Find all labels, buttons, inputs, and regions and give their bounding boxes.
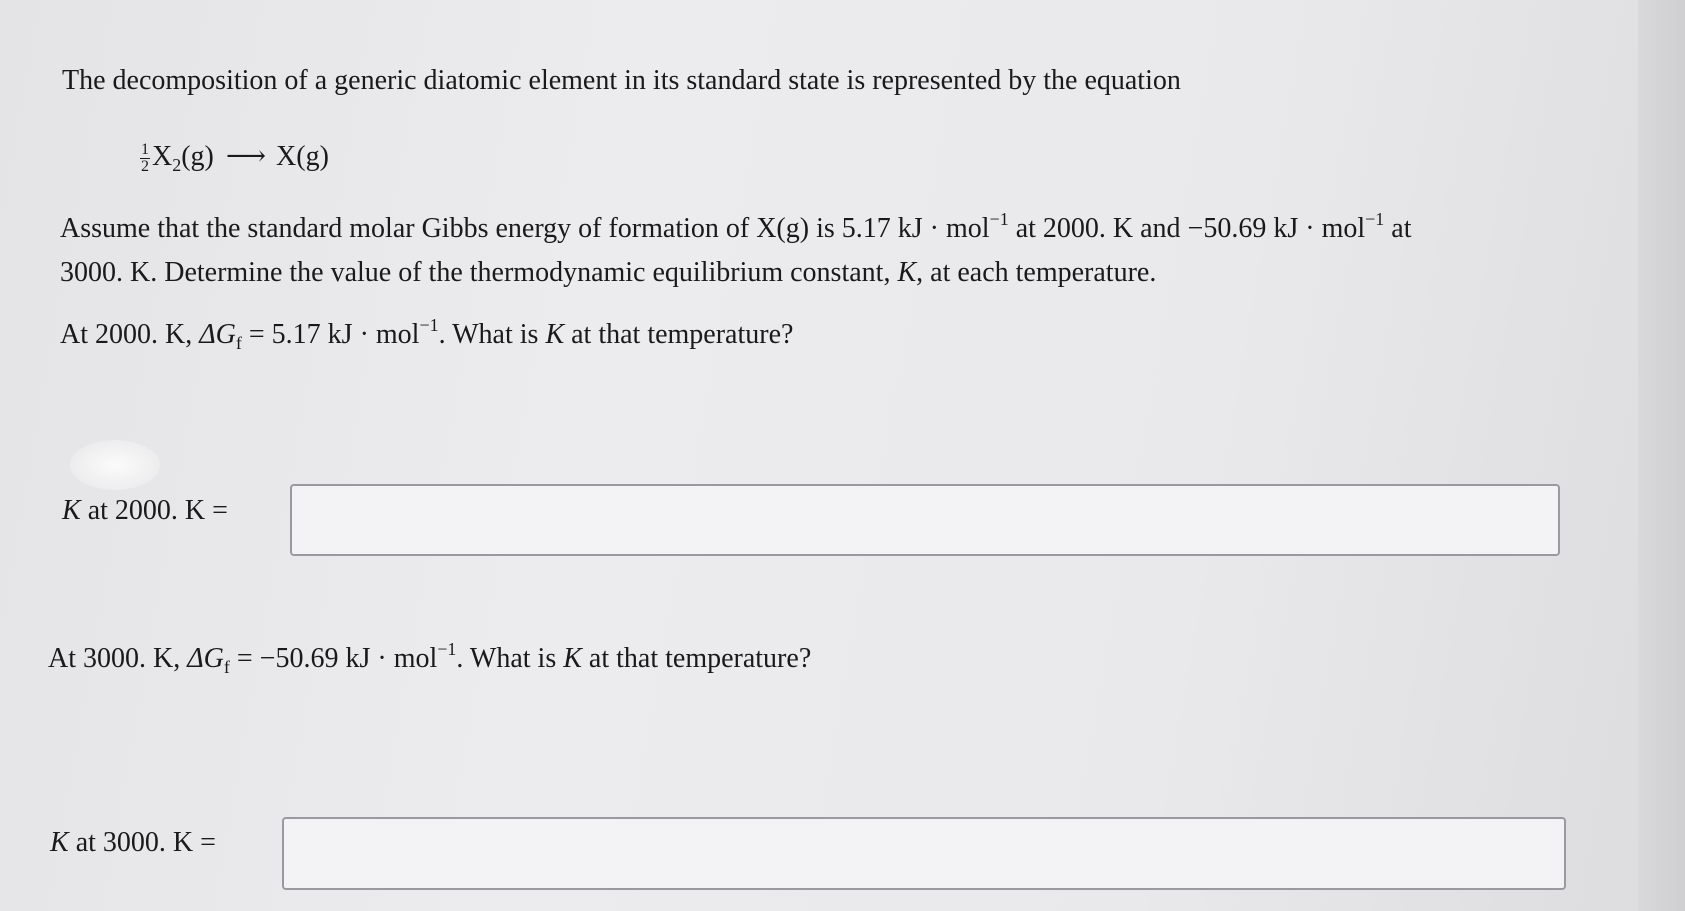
part1-delta-g-subscript: f <box>235 333 242 353</box>
reaction-equation <box>140 140 329 175</box>
answer2-label-text: at 3000. K = <box>68 827 216 858</box>
part2-exponent: −1 <box>437 639 457 659</box>
assumption-line2-text-a: 3000. K. Determine the value of the thermodynamic equilibrium constant, <box>60 257 898 288</box>
part1-question-a: . What is <box>438 319 546 350</box>
fraction-denominator: 2 <box>141 158 149 176</box>
part1-value: = 5.17 kJ · mol <box>241 319 420 350</box>
assumption-line-1 <box>60 209 1412 246</box>
coefficient-fraction <box>140 142 150 175</box>
part2-k-symbol: K <box>563 643 582 674</box>
part1-exponent: −1 <box>419 315 439 335</box>
reactant-symbol: X <box>152 141 173 172</box>
assumption-exponent-b: −1 <box>1365 209 1385 229</box>
assumption-text-b: at 2000. K and −50.69 kJ · mol <box>1008 213 1366 244</box>
answer1-label-var: K <box>62 495 81 526</box>
answer2-label <box>50 826 216 860</box>
assumption-line2-text-b: , at each temperature. <box>916 257 1157 288</box>
part1-k-symbol: K <box>545 319 565 350</box>
part1-question-b: at that temperature? <box>564 319 794 350</box>
product-symbol: X(g) <box>276 141 329 172</box>
part2-question-b: at that temperature? <box>581 643 812 674</box>
assumption-text-a: Assume that the standard molar Gibbs energy of formation of X(g) is 5.17 kJ · mol <box>60 213 990 244</box>
assumption-line-2 <box>60 256 1156 290</box>
answer1-label <box>62 494 228 528</box>
part2-delta-g-subscript: f <box>223 657 230 677</box>
part2-question-a: . What is <box>456 643 564 674</box>
reactant-state: (g) <box>181 141 214 172</box>
answer-input-2000k[interactable] <box>290 484 1560 556</box>
answer-input-3000k[interactable] <box>282 817 1566 890</box>
part2-delta-g: ΔG <box>187 643 224 674</box>
screen-glare <box>70 440 160 490</box>
question-intro: The decomposition of a generic diatomic element in its standard state is represented by the equation <box>62 65 1181 96</box>
part1-prefix: At 2000. K, <box>60 319 200 350</box>
assumption-text-c: at <box>1384 213 1412 244</box>
equilibrium-constant-symbol: K <box>897 257 917 288</box>
part1-prompt <box>60 315 794 353</box>
fraction-numerator: 1 <box>141 141 149 159</box>
assumption-exponent-a: −1 <box>989 209 1009 229</box>
reactant-subscript: 2 <box>172 155 182 175</box>
reaction-arrow: ⟶ <box>225 141 265 172</box>
part2-value: = −50.69 kJ · mol <box>229 643 438 674</box>
answer2-label-var: K <box>50 827 69 858</box>
answer1-label-text: at 2000. K = <box>80 495 228 526</box>
part1-delta-g: ΔG <box>199 319 236 350</box>
window-edge <box>1638 0 1685 911</box>
part2-prefix: At 3000. K, <box>48 643 188 674</box>
part2-prompt <box>48 639 812 677</box>
